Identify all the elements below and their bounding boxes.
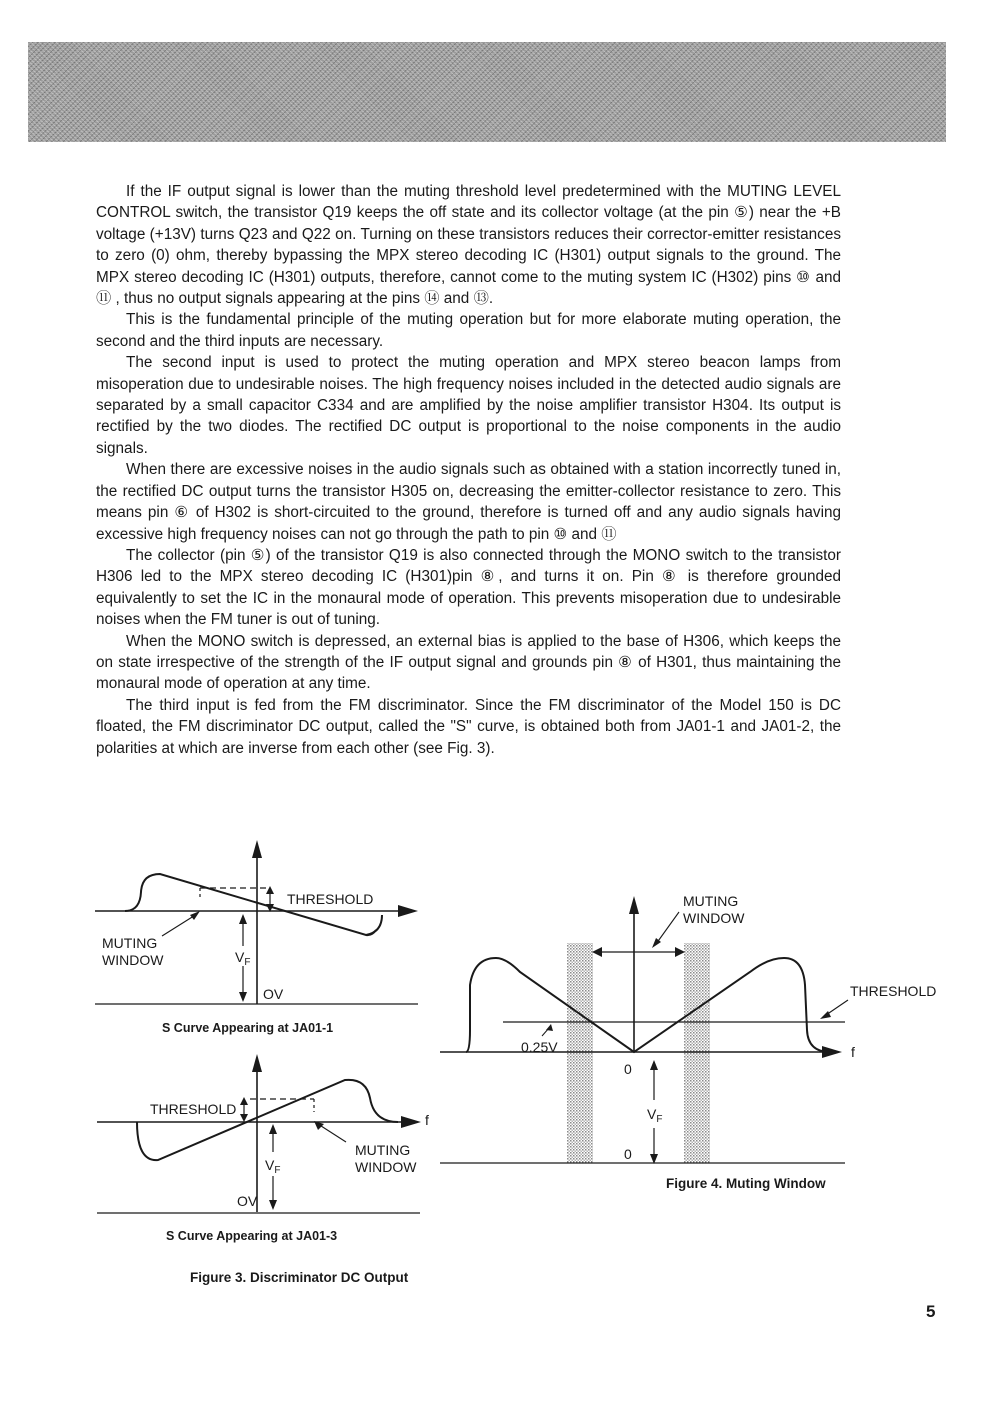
paragraph: The collector (pin ⑤) of the transistor Q19 is also connected through the MONO switch to the transistor H306 led to the MPX stereo decoding IC (H301)pin ⑧, and turns it on. Pin ⑧ is therefore grounded equivalently to set the IC in the monaural mode of operation. This prevents misoperation due to undesirable noises when the FM tuner is out of tuning. [96,546,841,629]
paragraph: When the MONO switch is depressed, an external bias is applied to the base of H306, which keeps the on state irrespective of the strength of the IF output signal and grounds pin ⑧ of H301, thus maintaining the monaural mode of operation at any time. [96,632,841,693]
fig3-bottom-ov-label: OV [237,1193,258,1209]
fig4-vf-label: $V_F$ [647,1106,663,1125]
fig3-top-ov-label: OV [263,986,284,1002]
fig4-f-label: f [851,1044,855,1060]
fig3-top-caption: S Curve Appearing at JA01-1 [162,1021,334,1035]
fig4-threshold-label: THRESHOLD [850,983,937,999]
fig4-muting-label: MUTING [683,893,739,909]
figure3-bottom-diagram [97,1054,421,1213]
fig4-zero-bottom-label: 0 [624,1146,632,1162]
fig4-zero-top-label: 0 [624,1061,632,1077]
figure4-caption: Figure 4. Muting Window [666,1176,826,1191]
page-number: 5 [926,1302,936,1321]
paragraph: The third input is fed from the FM discriminator. Since the FM discriminator of the Model 150 is DC floated, the FM discriminator DC output, called the "S" curve, is obtained both from JA01-1 and JA01-2, the polarities at which are inverse from each other (see Fig. 3). [96,696,841,757]
fig3-top-window-label: WINDOW [102,952,164,968]
paragraph: This is the fundamental principle of the muting operation but for more elaborate muting operation, the second and the third inputs are necessary. [96,311,841,350]
fig4-025v-label: 0.25V [521,1039,558,1055]
fig3-bottom-f-label: f [425,1112,429,1128]
fig3-bottom-muting-label: MUTING [355,1142,411,1158]
figure3-caption: Figure 3. Discriminator DC Output [190,1270,409,1285]
fig3-top-muting-label: MUTING [102,935,158,951]
paragraph: If the IF output signal is lower than the muting threshold level predetermined with the MUTING LEVEL CONTROL switch, the transistor Q19 keeps the off state and its collector voltage (at the pin ⑤) near the +B voltage (+13V) turns Q23 and Q22 on. Turning on these transistors reduces their corrector-emitter resistances to zero (0) ohm, thereby bypassing the MPX stereo decoding IC (H301) output signals to the ground. The MPX stereo decoding IC (H301) outputs, therefore, cannot come to the muting system IC (H302) pins ⑩ and ⑪ , thus no output signals appearing at the pins ⑭ and ⑬. [96,183,841,308]
figure4-diagram [440,896,848,1164]
paragraph: The second input is used to protect the muting operation and MPX stereo beacon lamps from misoperation due to undesirable noises. The high frequency noises included in the detected audio signals are separated by a small capacitor C334 and are amplified by the noise amplifier transistor H304. Its output is rectified by the two diodes. The rectified DC output is proportional to the noise components in the audio signals. [96,354,841,457]
fig4-window-label: WINDOW [683,910,745,926]
fig3-bottom-caption: S Curve Appearing at JA01-3 [166,1229,338,1243]
figure3-top-diagram [95,840,418,1004]
fig3-top-threshold-label: THRESHOLD [287,891,374,907]
fig3-bottom-threshold-label: THRESHOLD [150,1101,237,1117]
fig3-bottom-window-label: WINDOW [355,1159,417,1175]
fig3-bottom-vf-label: $V_F$ [265,1157,281,1176]
paragraph: When there are excessive noises in the audio signals such as obtained with a station incorrectly tuned in, the rectified DC output turns the transistor H305 on, decreasing the emitter-collector resistance to zero. This means pin ⑥ of H302 is short-circuited to the ground, therefore is turned off and any audio signals having excessive high frequency noises can not go through the path to pin ⑩ and ⑪ [96,461,841,543]
fig3-top-vf-label: $V_F$ [235,949,251,968]
